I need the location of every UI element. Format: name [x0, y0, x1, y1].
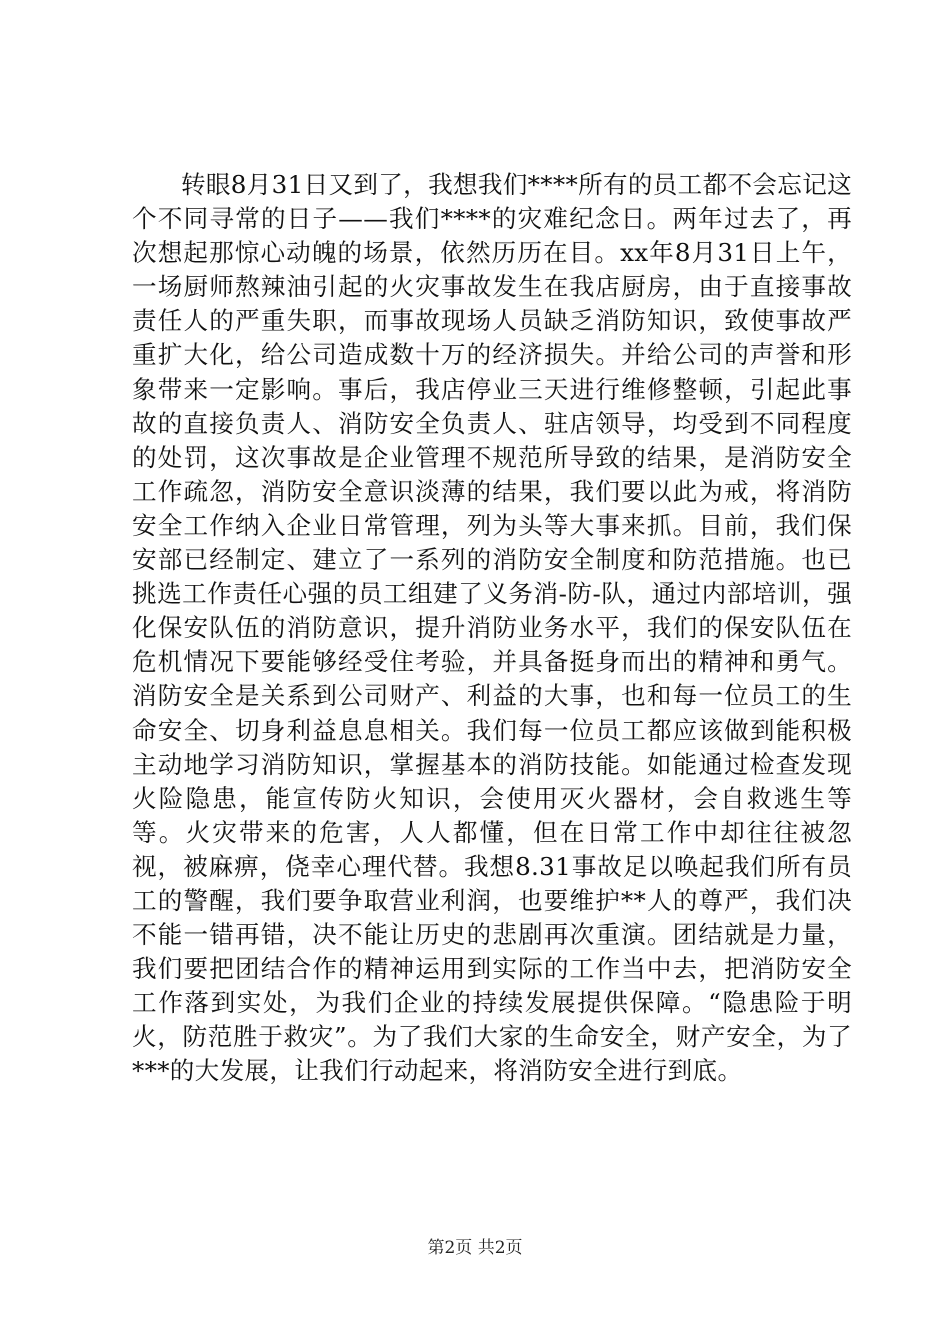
page-footer: 第2页 共2页 — [427, 1238, 523, 1258]
body-paragraph: 转眼8月31日又到了，我想我们****所有的员工都不会忘记这个不同寻常的日子——我们****的灾难纪念日。两年过去了，再次想起那惊心动魄的场景，依然历历在目。xx年8月31日上午，一场厨师熬辣油引起的火灾事故发生在我店厨房，由于直接事故责任人的严重失职，而事故现场人员缺乏消防知识，致使事故严重扩大化，给公司造成数十万的经济损失。并给公司的声誉和形象带来一定影响。事后，我店停业三天进行维修整顿，引起此事故的直接负责人、消防安全负责人、驻店领导，均受到不同程度的处罚，这次事故是企业管理不规范所导致的结果，是消防安全工作疏忽，消防安全意识淡薄的结果，我们要以此为戒，将消防安全工作纳入企业日常管理，列为头等大事来抓。目前，我们保安部已经制定、建立了一系列的消防安全制度和防范措施。也已挑选工作责任心强的员工组建了义务消-防-队，通过内部培训，强化保安队伍的消防意识，提升消防业务水平，我们的保安队伍在危机情况下要能够经受住考验，并具备挺身而出的精神和勇气。消防安全是关系到公司财产、利益的大事，也和每一位员工的生命安全、切身利益息息相关。我们每一位员工都应该做到能积极主动地学习消防知识，掌握基本的消防技能。如能通过检查发现火险隐患，能宣传防火知识，会使用灭火器材，会自救逃生等等。火灾带来的危害，人人都懂，但在日常工作中却往往被忽视，被麻痹，侥幸心理代替。我想8.31事故足以唤起我们所有员工的警醒，我们要争取营业利润，也要维护**人的尊严，我们决不能一错再错，决不能让历史的悲剧再次重演。团结就是力量，我们要把团结合作的精神运用到实际的工作当中去，把消防安全工作落到实处，为我们企业的持续发展提供保障。“隐患险于明火，防范胜于救灾”。为了我们大家的生命安全，财产安全，为了***的大发展，让我们行动起来，将消防安全进行到底。 — [132, 170, 852, 1086]
